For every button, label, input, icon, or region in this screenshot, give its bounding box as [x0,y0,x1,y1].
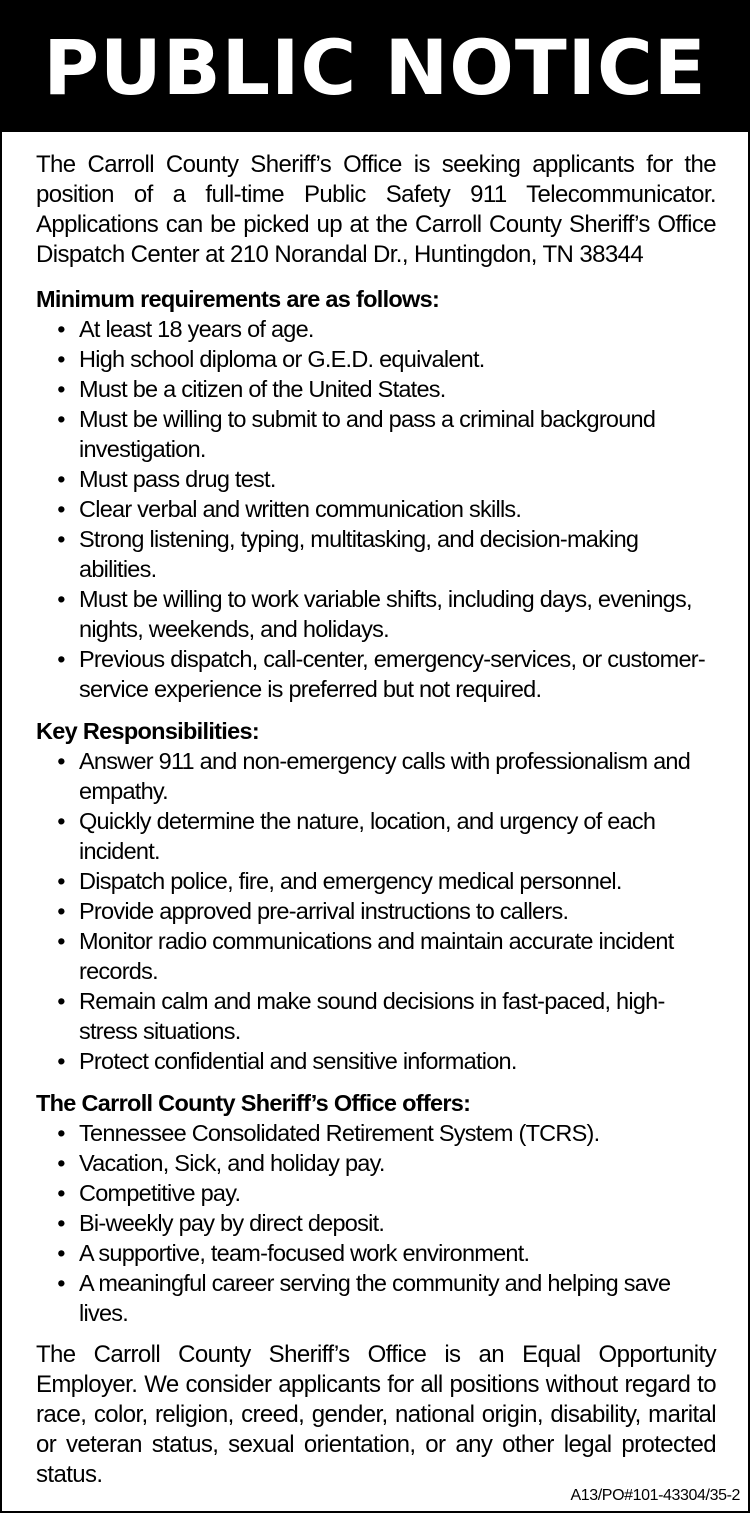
list-item [36,1268,716,1328]
bullet-icon: • [57,406,65,432]
list-item-text: At least 18 years of age. [79,316,314,342]
bullet-icon: • [57,1270,65,1296]
bullet-icon: • [57,808,65,834]
list-item-text: Vacation, Sick, and holiday pay. [79,1150,385,1176]
list-item [36,1238,716,1268]
list-item-text: Bi-weekly pay by direct deposit. [79,1210,385,1236]
list-item-text: Must pass drug test. [79,466,276,492]
bullet-icon: • [57,346,65,372]
list-item-text: Protect confidential and sensitive information. [79,1048,517,1074]
offers-heading: The Carroll County Sheriff’s Office offers: [36,1090,471,1116]
responsibilities-list [36,746,716,1076]
requirements-list [36,314,716,704]
bullet-icon: • [57,1210,65,1236]
bullet-icon: • [57,928,65,954]
list-item-text: Must be a citizen of the United States. [79,376,446,402]
list-item [36,1118,716,1148]
offers-list [36,1118,716,1328]
list-item [36,464,716,494]
bullet-icon: • [57,316,65,342]
list-item-text: A meaningful career serving the community and helping save lives. [79,1270,671,1326]
list-item-text: Strong listening, typing, multitasking, and decision-making abilities. [79,526,639,582]
notice-title: PUBLIC NOTICE [43,22,707,112]
intro-paragraph: The Carroll County Sheriff’s Office is seeking applicants for the position of a full-time Public Safety 911 Telecommunicator. Applications can be picked up at the Carroll County Sheriff’s Office Dispatch Center at 210 Norandal Dr., Huntingdon, TN 38344 [36,151,716,268]
list-item [36,1046,716,1076]
list-item [36,1208,716,1238]
list-item-text: Provide approved pre-arrival instructions to callers. [79,898,569,924]
list-item [36,1178,716,1208]
bullet-icon: • [57,466,65,492]
list-item [36,494,716,524]
list-item-text: Tennessee Consolidated Retirement System (TCRS). [79,1120,600,1146]
bullet-icon: • [57,376,65,402]
bullet-icon: • [57,1048,65,1074]
list-item-text: Answer 911 and non-emergency calls with professionalism and empathy. [79,748,691,804]
list-item [36,1148,716,1178]
bullet-icon: • [57,586,65,612]
bullet-icon: • [57,526,65,552]
list-item-text: Quickly determine the nature, location, and urgency of each incident. [79,808,656,864]
list-item-text: Dispatch police, fire, and emergency medical personnel. [79,868,622,894]
bullet-icon: • [57,1120,65,1146]
list-item [36,584,716,644]
list-item-text: High school diploma or G.E.D. equivalent. [79,346,485,372]
list-item [36,374,716,404]
bullet-icon: • [57,496,65,522]
list-item [36,746,716,806]
list-item [36,866,716,896]
bullet-icon: • [57,988,65,1014]
publication-code: A13/PO#101-43304/35-2 [570,1487,740,1504]
list-item-text: Must be willing to submit to and pass a criminal background investigation. [79,406,656,462]
list-item [36,314,716,344]
list-item [36,896,716,926]
list-item-text: Remain calm and make sound decisions in fast-paced, high-stress situations. [79,988,665,1044]
notice-content [2,132,748,1490]
bullet-icon: • [57,1150,65,1176]
list-item [36,806,716,866]
list-item-text: Monitor radio communications and maintain accurate incident records. [79,928,674,984]
bullet-icon: • [57,1180,65,1206]
bullet-icon: • [57,898,65,924]
bullet-icon: • [57,1240,65,1266]
list-item [36,644,716,704]
bullet-icon: • [57,646,65,672]
list-item [36,524,716,584]
list-item [36,344,716,374]
requirements-heading: Minimum requirements are as follows: [36,286,440,312]
closing-paragraph: The Carroll County Sheriff’s Office is an Equal Opportunity Employer. We consider applicants for all positions without regard to race, color, religion, creed, gender, national origin, disability, marital or veteran status, sexual orientation, or any other legal protected status. [36,1341,716,1488]
list-item [36,926,716,986]
responsibilities-heading: Key Responsibilities: [36,718,259,744]
bullet-icon: • [57,748,65,774]
list-item-text: Previous dispatch, call-center, emergency-services, or customer-service experience is preferred but not required. [79,646,705,702]
notice-header [2,2,748,132]
list-item [36,404,716,464]
list-item [36,986,716,1046]
list-item-text: Clear verbal and written communication skills. [79,496,522,522]
list-item-text: Must be willing to work variable shifts, including days, evenings, nights, weekends, and holidays. [79,586,692,642]
list-item-text: Competitive pay. [79,1180,241,1206]
list-item-text: A supportive, team-focused work environment. [79,1240,530,1266]
bullet-icon: • [57,868,65,894]
